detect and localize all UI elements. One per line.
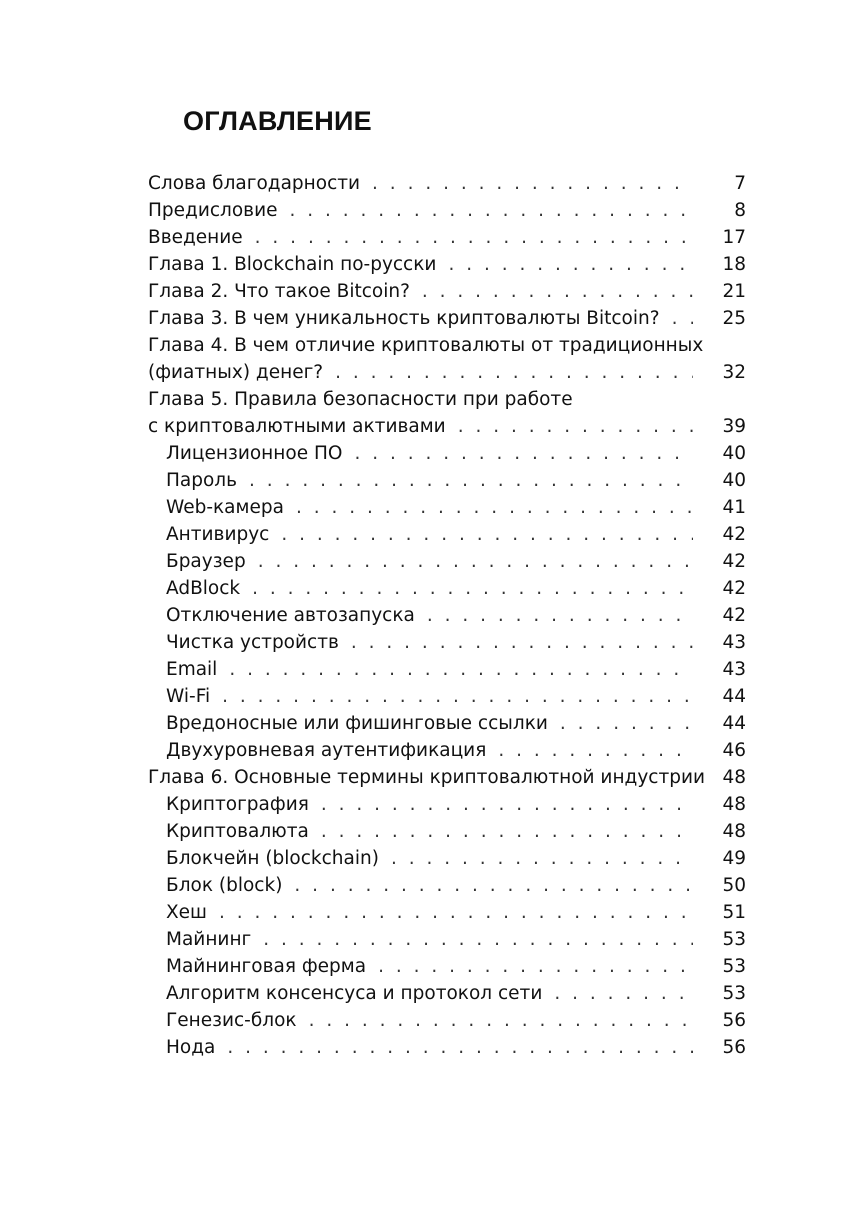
- dot-leader: [554, 980, 693, 1007]
- dot-leader: [281, 521, 693, 548]
- toc-page-number: 25: [722, 308, 746, 329]
- toc-page-number: 53: [722, 983, 746, 1004]
- toc-entry-title: Чистка устройств: [166, 632, 339, 653]
- toc-entry-title: Криптовалюта: [166, 821, 309, 842]
- toc-entry-title: Предисловие: [148, 200, 278, 221]
- toc-entry-title: Алгоритм консенсуса и протокол сети: [166, 983, 543, 1004]
- toc-page-number: 40: [722, 470, 746, 491]
- dot-leader: [263, 926, 693, 953]
- toc-entry: [148, 224, 746, 251]
- toc-entry: [148, 656, 746, 683]
- toc-entry: [148, 764, 746, 791]
- toc-page-number: 53: [722, 929, 746, 950]
- toc-entry: [148, 467, 746, 494]
- toc-entry: [148, 953, 746, 980]
- dot-leader: [391, 845, 693, 872]
- toc-page-number: 41: [722, 497, 746, 518]
- toc-entry: [148, 602, 746, 629]
- toc-entry-title: Глава 3. В чем уникальность криптовалюты Bitcoin?: [148, 308, 660, 329]
- toc-entry-title: Web-камера: [166, 497, 284, 518]
- toc-page-number: 44: [722, 686, 746, 707]
- toc-entry: [148, 1034, 746, 1061]
- toc-entry-title: Глава 6. Основные термины криптовалютной индустрии: [148, 767, 706, 788]
- toc-entry: [148, 1007, 746, 1034]
- dot-leader: [321, 791, 693, 818]
- toc-entry-title: Двухуровневая аутентификация: [166, 740, 487, 761]
- page-title: ОГЛАВЛЕНИЕ: [183, 106, 372, 136]
- dot-leader: [372, 170, 693, 197]
- toc-entry: [148, 818, 746, 845]
- dot-leader: [560, 710, 693, 737]
- dot-leader: [378, 953, 693, 980]
- toc-entry-title: Пароль: [166, 470, 238, 491]
- dot-leader: [672, 305, 693, 332]
- toc-page-number: 49: [722, 848, 746, 869]
- toc-page-number: 48: [722, 794, 746, 815]
- toc-entry: [148, 737, 746, 764]
- toc-entry-title: Блокчейн (blockchain): [166, 848, 379, 869]
- toc-entry: [148, 440, 746, 467]
- toc-entry-title: Введение: [148, 227, 243, 248]
- toc-entry-title: с криптовалютными активами: [148, 416, 446, 437]
- toc-page-number: 50: [722, 875, 746, 896]
- dot-leader: [229, 656, 693, 683]
- toc-page-number: 56: [722, 1010, 746, 1031]
- toc-entry: [148, 386, 746, 440]
- toc-entry: [148, 332, 746, 386]
- toc-page-number: 21: [722, 281, 746, 302]
- toc-page-number: 18: [722, 254, 746, 275]
- toc-page-number: 44: [722, 713, 746, 734]
- toc-entry-title: (фиатных) денег?: [148, 362, 324, 383]
- toc-entry-title: Генезис-блок: [166, 1010, 297, 1031]
- toc-page-number: 53: [722, 956, 746, 977]
- toc-entry-title: Майнинг: [166, 929, 252, 950]
- toc-page-number: 7: [734, 173, 746, 194]
- dot-leader: [427, 602, 693, 629]
- toc-page-number: 51: [722, 902, 746, 923]
- toc-entry-title: AdBlock: [166, 578, 241, 599]
- toc-entry-title: Вредоносные или фишинговые ссылки: [166, 713, 548, 734]
- toc-page-number: 17: [722, 227, 746, 248]
- dot-leader: [252, 575, 693, 602]
- toc-entry: [148, 872, 746, 899]
- toc-entry-title: Браузер: [166, 551, 246, 572]
- toc-page-number: 40: [722, 443, 746, 464]
- toc-page-number: 42: [722, 551, 746, 572]
- toc-entry: [148, 683, 746, 710]
- dot-leader: [448, 251, 693, 278]
- toc-entry: [148, 305, 746, 332]
- toc-entry: [148, 521, 746, 548]
- dot-leader: [227, 1034, 693, 1061]
- toc-entry: [148, 251, 746, 278]
- toc-entry-title: Майнинговая ферма: [166, 956, 367, 977]
- toc-entry-title: Глава 4. В чем отличие криптовалюты от традиционных: [148, 335, 704, 356]
- dot-leader: [354, 440, 693, 467]
- toc-entry-title: Отключение автозапуска: [166, 605, 415, 626]
- toc-entry-title: Слова благодарности: [148, 173, 361, 194]
- dot-leader: [321, 818, 693, 845]
- dot-leader: [296, 494, 693, 521]
- toc-entry: [148, 845, 746, 872]
- toc-page-number: 42: [722, 524, 746, 545]
- toc-entry: [148, 494, 746, 521]
- dot-leader: [458, 413, 693, 440]
- dot-leader: [294, 872, 693, 899]
- dot-leader: [351, 629, 693, 656]
- toc-entry: [148, 926, 746, 953]
- toc-page-number: 48: [722, 821, 746, 842]
- toc-entry: [148, 575, 746, 602]
- dot-leader: [219, 899, 693, 926]
- dot-leader: [335, 359, 693, 386]
- toc-entry-title: Глава 1. Blockchain по-русски: [148, 254, 437, 275]
- dot-leader: [422, 278, 693, 305]
- dot-leader: [289, 197, 693, 224]
- toc-page-number: 39: [722, 416, 746, 437]
- toc-entry: [148, 629, 746, 656]
- toc-entry-title: Нода: [166, 1037, 216, 1058]
- toc-page-number: 42: [722, 605, 746, 626]
- dot-leader: [249, 467, 693, 494]
- toc-entry-title: Глава 5. Правила безопасности при работе: [148, 389, 573, 410]
- toc-page-number: 48: [722, 767, 746, 788]
- toc-page-number: 32: [722, 362, 746, 383]
- toc-page-number: 43: [722, 659, 746, 680]
- dot-leader: [498, 737, 693, 764]
- toc-page-number: 56: [722, 1037, 746, 1058]
- toc-entry-title: Email: [166, 659, 218, 680]
- toc-entry-title: Глава 2. Что такое Bitcoin?: [148, 281, 410, 302]
- toc-page-number: 43: [722, 632, 746, 653]
- toc-entry: [148, 170, 746, 197]
- toc-entry-title: Блок (block): [166, 875, 283, 896]
- toc-entry: [148, 791, 746, 818]
- toc-entry: [148, 710, 746, 737]
- toc-entry-title: Криптография: [166, 794, 309, 815]
- dot-leader: [222, 683, 693, 710]
- toc-entry: [148, 197, 746, 224]
- toc-entry: [148, 980, 746, 1007]
- toc-entry-title: Лицензионное ПО: [166, 443, 343, 464]
- toc-entry: [148, 899, 746, 926]
- dot-leader: [258, 548, 693, 575]
- toc-entry-title: Wi-Fi: [166, 686, 211, 707]
- toc-entry-title: Антивирус: [166, 524, 270, 545]
- toc-entry: [148, 548, 746, 575]
- toc-page-number: 46: [722, 740, 746, 761]
- toc-entry: [148, 278, 746, 305]
- table-of-contents: [148, 170, 746, 1061]
- dot-leader: [255, 224, 693, 251]
- toc-page-number: 42: [722, 578, 746, 599]
- toc-page-number: 8: [734, 200, 746, 221]
- dot-leader: [309, 1007, 693, 1034]
- toc-entry-title: Хеш: [166, 902, 207, 923]
